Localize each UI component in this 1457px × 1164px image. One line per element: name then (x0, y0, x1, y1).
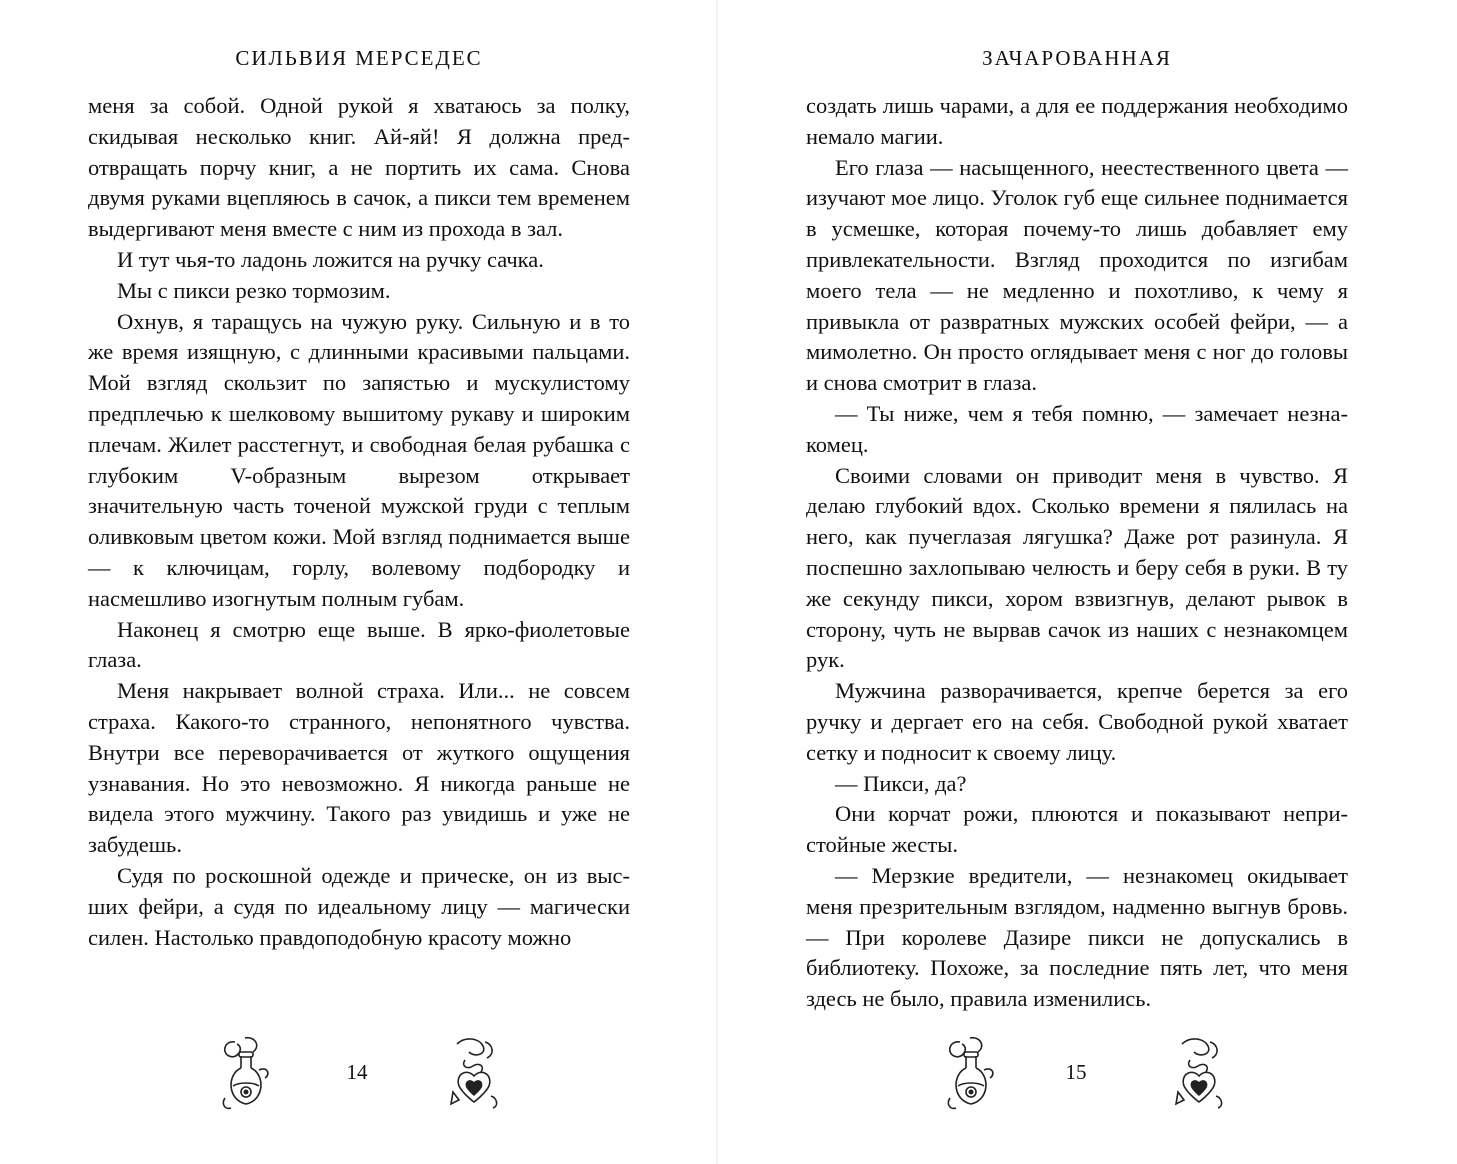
paragraph: Они корчат рожи, плюются и показывают непристойные жесты. (806, 801, 1348, 858)
left-page (0, 0, 716, 1164)
potion-bottle-ornament-icon (940, 1034, 1002, 1114)
paragraph: Его глаза — насыщенного, неестественного цвета — изучают мое лицо. Уголок губ еще сильнее поднимается в усмешке, которая почему-то лишь добавляет ему привлекательности. Взгляд проходится по изгибам моего тела — не медленно и похотливо, к чему я привыкла от развратных мужских особей фейри, — а мимолетно. Он просто оглядывает меня с ног до головы и снова смотрит в глаза. (806, 154, 1348, 396)
page-number: 15 (1065, 1060, 1087, 1084)
paragraph: меня за собой. Одной рукой я хватаюсь за полку, скидывая несколько книг. Ай-яй! Я должна предотвращать порчу книг, а не портить их сама. Снова двумя руками вцепляюсь в сачок, а пикси тем временем выдергивают меня вместе с ним из прохода в зал. (88, 93, 630, 242)
page-number: 14 (346, 1060, 368, 1084)
right-page-text (806, 91, 1348, 1015)
right-page (719, 0, 1457, 1164)
running-head-title: ЗАЧАРОВАННАЯ (982, 46, 1172, 70)
paragraph: Охнув, я таращусь на чужую руку. Сильную и в то же время изящную, с длинными красивыми пальцами. Мой взгляд скользит по запястью и мускулистому предплечью к шелковому вышитому рукаву и широким плечам. Жилет расстегнут, и свободная белая рубашка с глубоким V-образным вырезом открывает значительную часть точеной мужской груди с теплым оливковым цветом кожи. Мой взгляд поднимается выше — к ключицам, горлу, волевому подбородку и насмешливо изогнутым полным губам. (88, 308, 630, 611)
paragraph: Своими словами он приводит меня в чувство. Я делаю глубокий вдох. Сколько времени я пялилась на него, как пучеглазая лягушка? Даже рот разинула. Я поспешно захлопываю челюсть и беру себя в руки. В ту же секунду пикси, хором взвизгнув, делают рывок в сторону, чуть не вырвав сачок из наших с незнакомцем рук. (806, 462, 1348, 673)
paragraph: — Мерзкие вредители, — незнакомец окидывает меня презрительным взглядом, надменно выгнув бровь. — При королеве Дазире пикси не допускались в библиотеку. Похоже, за последние пять лет, что меня здесь не было, правила изменились. (806, 862, 1348, 1012)
paragraph: Наконец я смотрю еще выше. В ярко-фиолетовые глаза. (88, 616, 630, 673)
paragraph: Мы с пикси резко тормозим. (117, 277, 391, 303)
paragraph: Мужчина разворачивается, крепче берется за его ручку и дергает его на себя. Свободной рукой хватает сетку и подносит к своему лицу. (806, 678, 1348, 765)
left-page-text (88, 91, 630, 953)
paragraph: Меня накрывает волной страха. Или... не совсем страха. Какого-то странного, непонятного чувства. Внутри все переворачивается от жуткого ощущения узнавания. Но это невозможно. Я никогда раньше не видела этого мужчину. Такого раз увидишь и уже не забудешь. (88, 678, 630, 858)
paragraph: И тут чья-то ладонь ложится на ручку сачка. (117, 246, 544, 272)
potion-heart-ornament-icon (443, 1034, 505, 1114)
paragraph: — Пикси, да? (835, 770, 967, 796)
potion-bottle-ornament-icon (215, 1034, 277, 1114)
paragraph: Судя по роскошной одежде и прическе, он из высших фейри, а судя по идеальному лицу — магически силен. Настолько правдоподобную красоту можно (88, 862, 630, 950)
paragraph: — Ты ниже, чем я тебя помню, — замечает незнакомец. (806, 400, 1348, 457)
running-head-author: СИЛЬВИЯ МЕРСЕДЕС (235, 46, 483, 70)
paragraph: создать лишь чарами, а для ее поддержания необходимо немало магии. (806, 93, 1348, 149)
potion-heart-ornament-icon (1168, 1034, 1230, 1114)
